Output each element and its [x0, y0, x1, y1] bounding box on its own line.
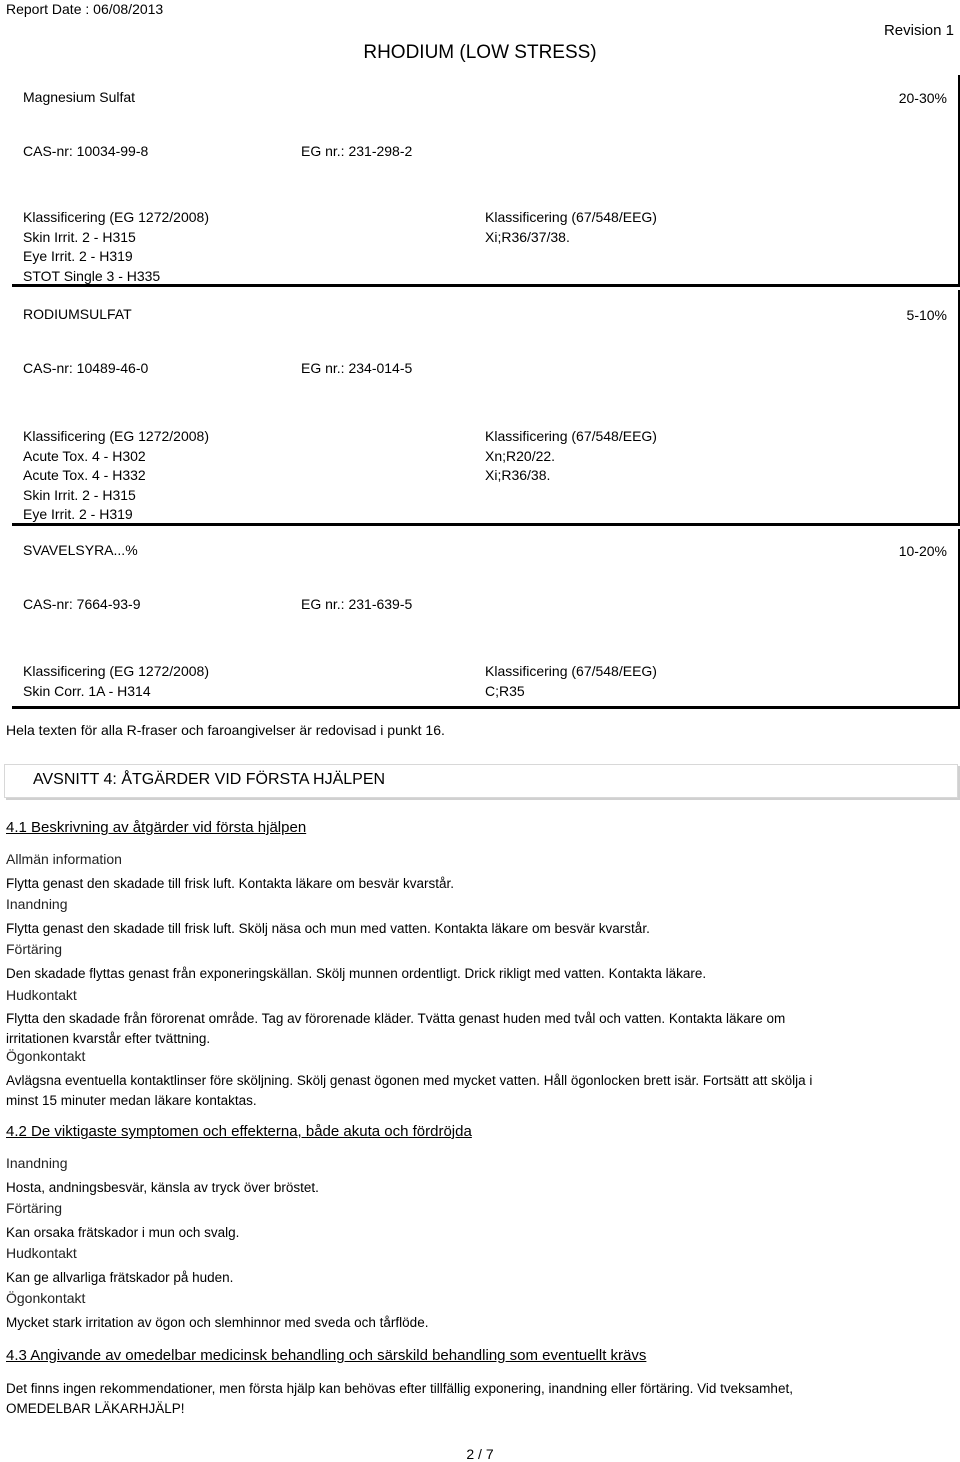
eeg-heading: Klassificering (67/548/EEG)	[485, 663, 657, 679]
text-line: Det finns ingen rekommendationer, men första hjälp kan behövas efter tillfällig exponering, inandning eller förtäring. Vid tveksamhet,	[6, 1381, 793, 1396]
revision-label: Revision 1	[883, 22, 954, 39]
hazard-line: Acute Tox. 4 - H332	[23, 467, 146, 483]
hazard-line: Skin Irrit. 2 - H315	[23, 486, 136, 503]
clp-classification	[23, 662, 209, 701]
eg-number: EG nr.: 234-014-5	[301, 360, 413, 376]
label-inhalation: Inandning	[6, 1155, 68, 1171]
label-inhalation: Inandning	[6, 896, 68, 912]
subsection-title-4-1: 4.1 Beskrivning av åtgärder vid första hjälpen	[6, 819, 307, 836]
eeg-heading: Klassificering (67/548/EEG)	[485, 428, 657, 444]
eg-number: EG nr.: 231-639-5	[301, 596, 413, 612]
risk-line: Xn;R20/22.	[485, 447, 556, 464]
text-skin-symptoms: Kan ge allvarliga frätskador på huden.	[6, 1270, 234, 1285]
hazard-line: STOT Single 3 - H335	[23, 267, 161, 284]
section-header	[4, 764, 958, 798]
text-medical-treatment	[6, 1379, 793, 1418]
eeg-heading: Klassificering (67/548/EEG)	[485, 209, 657, 225]
clp-classification	[23, 208, 209, 286]
component-name: RODIUMSULFAT	[23, 306, 132, 322]
component-block-rodiumsulfat	[12, 290, 960, 526]
text-line: OMEDELBAR LÄKARHJÄLP!	[6, 1400, 185, 1416]
clp-classification	[23, 427, 209, 525]
risk-line: Xi;R36/37/38.	[485, 228, 570, 245]
text-line: irritationen kvarstår efter tvättning.	[6, 1030, 211, 1046]
component-name: SVAVELSYRA...%	[23, 542, 138, 558]
clp-heading: Klassificering (EG 1272/2008)	[23, 428, 209, 444]
component-block-svavelsyra	[12, 529, 960, 709]
eeg-classification	[485, 427, 657, 486]
section-title: AVSNITT 4: ÅTGÄRDER VID FÖRSTA HJÄLPEN	[33, 771, 386, 788]
report-date: Report Date : 06/08/2013	[6, 1, 164, 17]
cas-number: CAS-nr: 10034-99-8	[23, 143, 149, 159]
label-ingestion: Förtäring	[6, 941, 63, 957]
clp-heading: Klassificering (EG 1272/2008)	[23, 209, 209, 225]
text-eye-contact	[6, 1071, 812, 1110]
label-eye-contact: Ögonkontakt	[6, 1290, 86, 1306]
component-name: Magnesium Sulfat	[23, 89, 136, 105]
hazard-line: Acute Tox. 4 - H302	[23, 447, 146, 464]
eg-number: EG nr.: 231-298-2	[301, 143, 413, 159]
component-block-magnesium-sulfat	[12, 75, 960, 287]
hazard-line: Skin Irrit. 2 - H315	[23, 228, 136, 245]
risk-line: Xi;R36/38.	[485, 467, 551, 483]
text-inhalation-symptoms: Hosta, andningsbesvär, känsla av tryck över bröstet.	[6, 1180, 319, 1195]
page-number: 2 / 7	[466, 1446, 494, 1462]
document-title: RHODIUM (LOW STRESS)	[363, 42, 597, 63]
eeg-classification	[485, 662, 657, 701]
hazard-line: Eye Irrit. 2 - H319	[23, 506, 133, 522]
component-percent: 20-30%	[898, 90, 947, 106]
hazard-line: Skin Corr. 1A - H314	[23, 682, 151, 699]
text-line: minst 15 minuter medan läkare kontaktas.	[6, 1092, 257, 1108]
text-general-info: Flytta genast den skadade till frisk luft. Kontakta läkare om besvär kvarstår.	[6, 876, 454, 891]
text-eye-symptoms: Mycket stark irritation av ögon och slemhinnor med sveda och tårflöde.	[6, 1315, 429, 1330]
component-percent: 10-20%	[898, 543, 947, 559]
subsection-title-4-3: 4.3 Angivande av omedelbar medicinsk behandling och särskild behandling som eventuellt krävs	[6, 1347, 647, 1364]
label-eye-contact: Ögonkontakt	[6, 1048, 86, 1064]
text-skin-contact	[6, 1009, 785, 1048]
component-percent: 5-10%	[906, 307, 947, 323]
label-skin-contact: Hudkontakt	[6, 987, 77, 1003]
cas-number: CAS-nr: 7664-93-9	[23, 596, 141, 612]
hazard-line: Eye Irrit. 2 - H319	[23, 248, 133, 264]
eeg-classification	[485, 208, 657, 247]
text-line: Avlägsna eventuella kontaktlinser före sköljning. Skölj genast ögonen med mycket vatten. Håll ögonlocken brett isär. Fortsätt att skölja i	[6, 1073, 813, 1088]
subsection-title-4-2: 4.2 De viktigaste symptomen och effekterna, både akuta och fördröjda	[6, 1123, 472, 1140]
label-skin-contact: Hudkontakt	[6, 1245, 77, 1261]
label-general-info: Allmän information	[6, 851, 122, 867]
text-ingestion: Den skadade flyttas genast från exponeringskällan. Skölj munnen ordentligt. Drick rikligt med vatten. Kontakta läkare.	[6, 966, 707, 981]
cas-number: CAS-nr: 10489-46-0	[23, 360, 149, 376]
clp-heading: Klassificering (EG 1272/2008)	[23, 663, 209, 679]
r-phrases-note: Hela texten för alla R-fraser och faroangivelser är redovisad i punkt 16.	[6, 722, 445, 738]
risk-line: C;R35	[485, 682, 525, 699]
text-line: Flytta den skadade från förorenat område. Tag av förorenade kläder. Tvätta genast huden med tvål och vatten. Kontakta läkare om	[6, 1011, 786, 1026]
text-inhalation: Flytta genast den skadade till frisk luft. Skölj näsa och mun med vatten. Kontakta läkare om besvär kvarstår.	[6, 921, 650, 936]
label-ingestion: Förtäring	[6, 1200, 63, 1216]
text-ingestion-symptoms: Kan orsaka frätskador i mun och svalg.	[6, 1225, 240, 1240]
